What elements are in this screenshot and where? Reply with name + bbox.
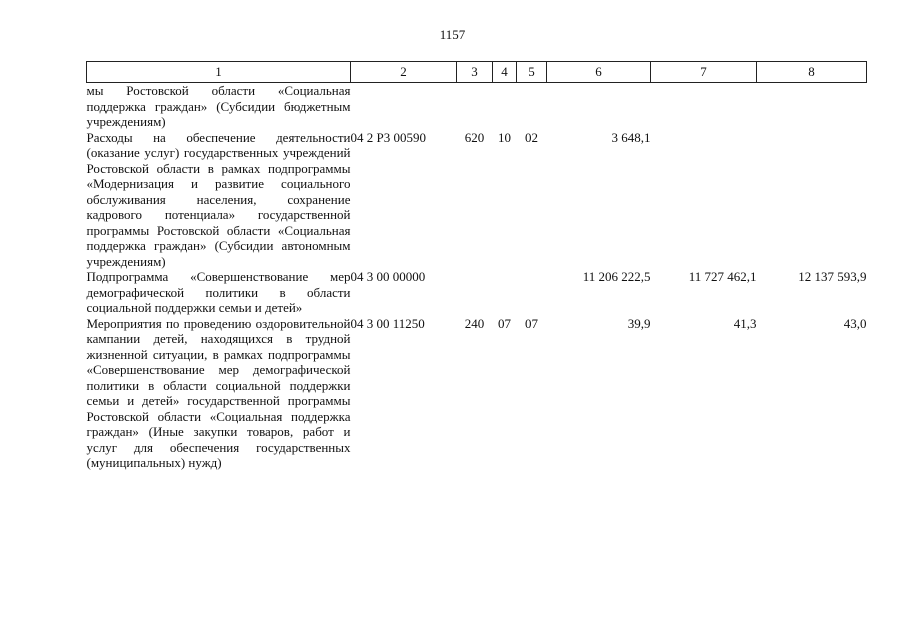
- row-rz: 07: [498, 315, 511, 331]
- header-col-3: 3: [457, 62, 493, 83]
- row-code: 04 3 00 11250: [350, 315, 425, 331]
- row-code: 04 3 00 00000: [350, 269, 426, 284]
- header-col-1: 1: [87, 62, 351, 83]
- row-vr: 240: [464, 315, 485, 331]
- header-col-2: 2: [351, 62, 457, 83]
- row-rz: 10: [498, 129, 511, 145]
- row-pr: [517, 83, 547, 130]
- header-col-4: 4: [493, 62, 517, 83]
- row-rz: [493, 83, 517, 130]
- row-year2: 11 727 462,1: [688, 269, 757, 284]
- row-pr: 07: [525, 315, 538, 331]
- row-year3: 12 137 593,9: [798, 269, 867, 284]
- table-row: [87, 130, 867, 270]
- row-year1: 3 648,1: [611, 129, 651, 145]
- row-vr: 620: [464, 129, 485, 145]
- row-description: мы Ростовской области «Социальная поддержка граждан» (Субсидии бюджетным учреждениям): [86, 83, 351, 129]
- row-year2: 41,3: [733, 315, 757, 331]
- row-pr: 02: [525, 129, 538, 145]
- budget-table: [86, 61, 867, 471]
- row-year1: 39,9: [627, 315, 651, 331]
- table-row: [87, 316, 867, 471]
- row-rz: [493, 269, 517, 316]
- row-year1: 11 206 222,5: [582, 269, 651, 284]
- page-number: 1157: [439, 27, 466, 42]
- row-year2: [651, 130, 757, 270]
- header-row: [87, 62, 867, 83]
- row-year3: [757, 130, 867, 270]
- header-col-8: 8: [757, 62, 867, 83]
- header-col-6: 6: [547, 62, 651, 83]
- row-year1: [547, 83, 651, 130]
- row-year2: [651, 83, 757, 130]
- row-description: Мероприятия по проведению оздоровительной кампании детей, находящихся в трудной жизненной ситуации, в рамках подпрограммы «Совершенствование мер демографической политики в области социальной поддержки семьи и детей» государственной программы Ростовской области «Социальная поддержка граждан» (Иные закупки товаров, работ и услуг для обеспечения государственных (муниципальных) нужд): [86, 315, 351, 470]
- table-row: [87, 83, 867, 130]
- row-code: 04 2 Р3 00590: [350, 129, 426, 145]
- row-description: Подпрограмма «Совершенствование мер демографической политики в области социальной поддержки семьи и детей»: [86, 269, 351, 315]
- header-col-5: 5: [517, 62, 547, 83]
- row-code: [351, 83, 457, 130]
- table-row: [87, 269, 867, 316]
- row-pr: [517, 269, 547, 316]
- row-description: Расходы на обеспечение деятельности (оказание услуг) государственных учреждений Ростовской области в рамках подпрограммы «Модернизация и развитие социального обслуживания населения, сохранение кадрового потенциала» государственной программы Ростовской области «Социальная поддержка граждан» (Субсидии автономным учреждениям): [86, 129, 351, 269]
- header-col-7: 7: [651, 62, 757, 83]
- row-year3: [757, 83, 867, 130]
- row-year3: 43,0: [843, 315, 867, 331]
- row-vr: [457, 269, 493, 316]
- row-vr: [457, 83, 493, 130]
